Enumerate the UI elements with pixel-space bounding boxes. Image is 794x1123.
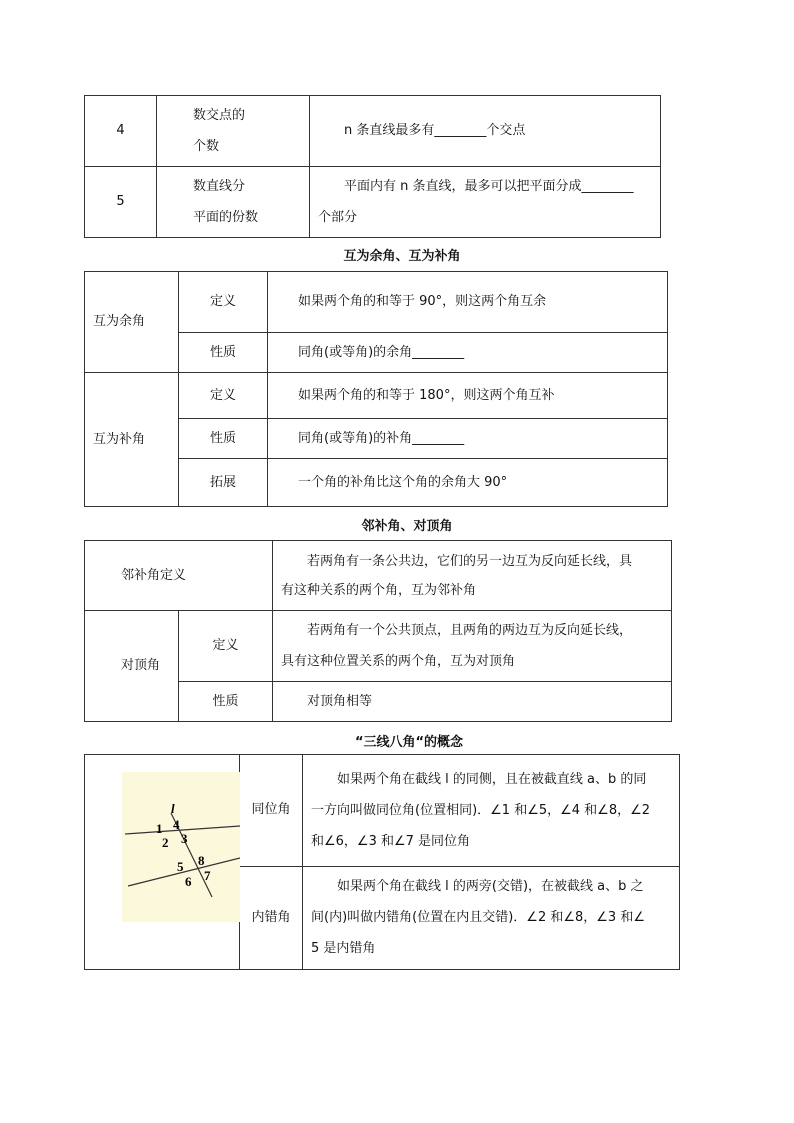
text-line: 5 是内错角 [311,941,376,957]
item-line: 数直线分 [193,179,246,194]
lines-count-table [84,95,661,238]
item-cell [157,167,310,238]
text-line: 若两角有一个公共顶点，且两角的两边互为反向延长线， [307,623,633,638]
group-label: 互为余角 [85,272,179,373]
three-lines-eight-angles-table [84,754,680,970]
text-line: 和∠6，∠3 和∠7 是同位角 [311,833,471,849]
row-key: 拓展 [179,459,268,507]
row-key: 定义 [179,272,268,333]
angle-label: 8 [198,853,205,868]
figure-background [122,772,240,922]
angle-label: 5 [177,859,184,874]
text-line: 一方向叫做同位角(位置相同)．∠1 和∠5，∠4 和∠8，∠2 [311,802,651,818]
transversal-figure [85,755,240,969]
content-line: 个部分 [318,210,358,225]
angle-label: 6 [185,874,192,889]
text-line: 具有这种位置关系的两个角，互为对顶角 [281,654,516,669]
item-line: 数交点的 [193,108,246,123]
text-line: 间(内)叫做内错角(位置在内且交错)．∠2 和∠8，∠3 和∠ [311,910,645,926]
item-cell [157,96,310,167]
row-value: 对顶角相等 [273,682,672,722]
table-row [85,167,661,238]
row-value: 同角(或等角)的余角________ [268,333,668,373]
row-value: 一个角的补角比这个角的余角大 90° [268,459,668,507]
text-line: 若两角有一条公共边，它们的另一边互为反向延长线，具 [307,553,633,569]
text-line: 有这种关系的两个角，互为邻补角 [281,582,477,598]
row-value [303,755,680,867]
row-value [303,866,680,969]
row-key: 性质 [179,333,268,373]
row-value [273,611,672,682]
complementary-supplementary-table [84,271,668,507]
angle-label: 3 [181,831,188,846]
row-number: 5 [85,167,157,238]
row-key: 性质 [179,419,268,459]
row-value: 如果两个角的和等于 180°，则这两个角互补 [268,373,668,419]
item-line: 平面的份数 [193,210,259,225]
row-key: 性质 [179,682,273,722]
row-key: 定义 [179,373,268,419]
content-cell: n 条直线最多有________个交点 [310,96,661,167]
angle-label: 1 [156,821,163,836]
section-title: “三线八角“的概念 [354,735,464,750]
row-key: 内错角 [240,866,303,969]
line-label: l [171,801,175,816]
table-row [85,96,661,167]
angle-label: 7 [204,868,211,883]
row-key: 同位角 [240,755,303,867]
vertical-label: 对顶角 [85,611,179,722]
group-label: 互为补角 [85,373,179,507]
content-line: 平面内有 n 条直线，最多可以把平面分成________ [344,179,634,194]
section-title: 互为余角、互为补角 [343,249,461,264]
item-line: 个数 [193,139,220,154]
section-title: 邻补角、对顶角 [361,519,453,534]
adjacent-vertical-angle-table [84,540,672,722]
row-value: 同角(或等角)的补角________ [268,419,668,459]
angle-label: 2 [162,835,169,850]
row-key: 定义 [179,611,273,682]
text-line: 如果两个角在截线 l 的同侧，且在被截直线 a、b 的同 [337,771,647,787]
content-cell [310,167,661,238]
row-number: 4 [85,96,157,167]
figure-cell [85,755,240,970]
angle-label: 4 [173,817,180,832]
adjacent-label: 邻补角定义 [85,541,273,611]
adjacent-definition [273,541,672,611]
row-value: 如果两个角的和等于 90°，则这两个角互余 [268,272,668,333]
text-line: 如果两个角在截线 l 的两旁(交错)，在被截线 a、b 之 [337,879,644,895]
